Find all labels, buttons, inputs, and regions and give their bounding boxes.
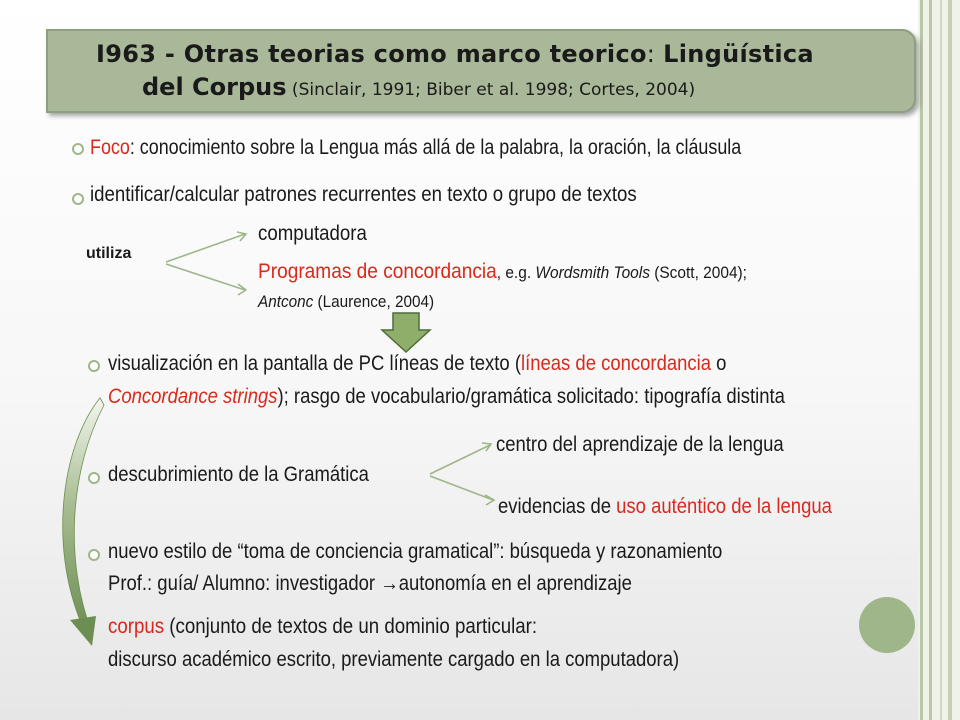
bullet-icon [88, 549, 100, 561]
down-arrow-icon [382, 313, 430, 352]
foco-label: Foco [90, 136, 130, 159]
title-end: Lingüística [663, 40, 814, 68]
descubrimiento-fork-arrows [430, 443, 494, 505]
curved-arrow-icon [63, 398, 104, 633]
antconc-name: Antconc [258, 292, 314, 311]
foco-text: : conocimiento sobre la Lengua más allá de la palabra, la oración, la cláusula [129, 136, 742, 159]
prof-alumno-text: Prof.: guía/ Alumno: investigador [108, 572, 381, 595]
corpus-label: corpus [108, 615, 165, 638]
right-arrow-icon: → [380, 572, 399, 595]
programas-line [258, 260, 747, 284]
arrow-to-evidencias [430, 476, 493, 500]
bullet-icon [88, 360, 100, 372]
autonomia-text: autonomía en el aprendizaje [398, 572, 632, 595]
visualizacion-text-b: o [711, 352, 727, 375]
curved-arrowhead [70, 616, 96, 646]
lineas-concordancia: líneas de concordancia [520, 352, 712, 375]
nuevo-estilo-line-2 [108, 572, 632, 596]
antconc-line [258, 292, 434, 312]
corpus-line-2: discurso académico escrito, previamente cargado en la computadora) [108, 648, 680, 671]
eg-text: , e.g. [496, 263, 536, 282]
tool-name: Wordsmith Tools [535, 263, 650, 282]
arrow-to-centro [430, 445, 490, 474]
evidencias-text: evidencias de [498, 495, 617, 518]
centro-aprendizaje: centro del aprendizaje de la lengua [496, 433, 784, 456]
arrow-to-computadora [166, 234, 245, 262]
arrowhead [485, 495, 494, 505]
foco-line [90, 136, 741, 160]
corpus-line-1 [108, 615, 537, 639]
visualizacion-text-a: visualización en la pantalla de PC líneas de texto ( [108, 352, 521, 375]
utiliza-label: utiliza [86, 245, 132, 262]
programas-label: Programas de concordancia [258, 260, 497, 283]
title-main: I963 - Otras teorias como marco teorico [96, 40, 647, 68]
tool-citation: (Scott, 2004); [649, 263, 747, 282]
visualizacion-text-c: ); rasgo de vocabulario/gramática solicitado: tipografía distinta [277, 385, 785, 408]
uso-autentico: uso auténtico de la lengua [616, 495, 832, 518]
utiliza-fork-arrows [166, 232, 246, 295]
title-main-2: del Corpus [142, 73, 287, 101]
concordance-strings: Concordance strings [108, 385, 278, 408]
descubrimiento-main: descubrimiento de la Gramática [108, 463, 369, 486]
antconc-citation: (Laurence, 2004) [313, 292, 435, 311]
visualizacion-line-1 [108, 352, 726, 376]
visualizacion-line-2 [108, 385, 785, 409]
arrow-to-programas [166, 264, 245, 290]
title-separator: : [646, 40, 664, 68]
nuevo-estilo-line-1: nuevo estilo de “toma de conciencia gramatical”: búsqueda y razonamiento [108, 540, 723, 563]
bullet-icon [72, 193, 84, 205]
identificar-line: identificar/calcular patrones recurrentes en texto o grupo de textos [90, 183, 637, 206]
evidencias-line [498, 495, 832, 519]
bullet-icon [72, 143, 84, 155]
title-citation: (Sinclair, 1991; Biber et al. 1998; Cortes, 2004) [286, 80, 696, 100]
bullet-icon [88, 472, 100, 484]
computadora-label: computadora [258, 222, 367, 245]
corpus-definition: (conjunto de textos de un dominio particular: [164, 615, 538, 638]
